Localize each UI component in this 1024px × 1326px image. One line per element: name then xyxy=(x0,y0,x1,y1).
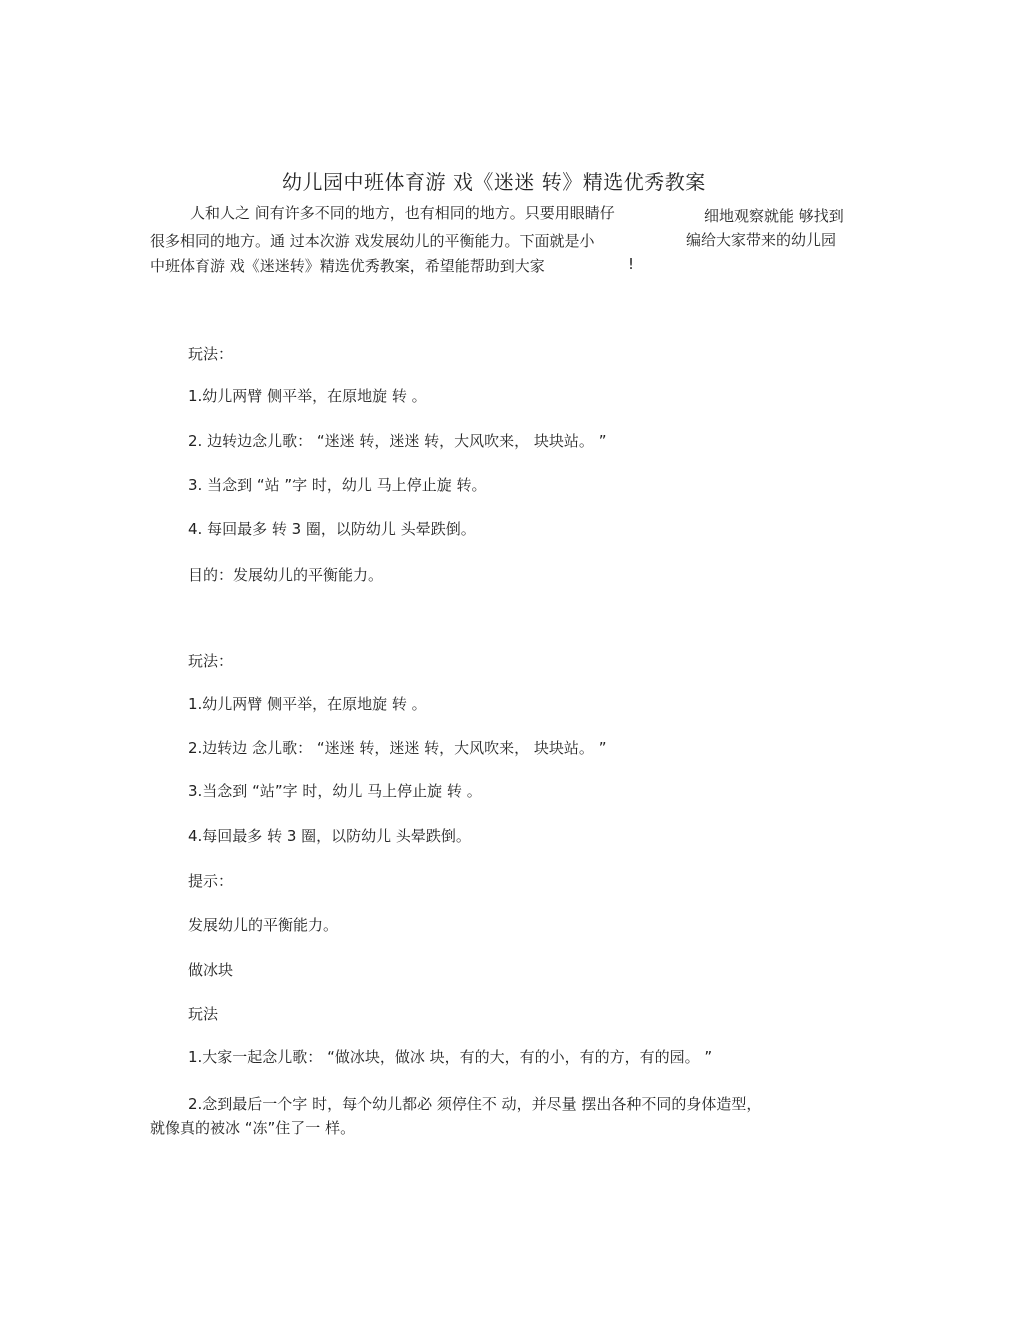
section2-heading: 玩法： xyxy=(188,652,234,670)
intro-line-2-right: 编给大家带来的幼儿园 xyxy=(686,231,837,249)
document-title: 幼儿园中班体育游 戏《迷迷 转》精选优秀教案 xyxy=(282,170,706,194)
section1-item-1: 1.幼儿两臂 侧平举，在原地旋 转 。 xyxy=(188,387,427,405)
section1-item-3: 3. 当念到 “站 ”字 时，幼儿 马上停止旋 转。 xyxy=(188,476,487,494)
section1-goal: 目的：发展幼儿的平衡能力。 xyxy=(188,566,384,584)
section3-item-2-line-2: 就像真的被冰 “冻”住了一 样。 xyxy=(150,1119,356,1137)
section3-game-title: 做冰块 xyxy=(188,961,234,979)
intro-line-1-left: 人和人之 间有许多不同的地方，也有相同的地方。只要用眼睛仔 xyxy=(190,204,615,222)
section3-item-1: 1.大家一起念儿歌： “做冰块，做冰 块，有的大，有的小，有的方，有的园。 ” xyxy=(188,1048,713,1066)
intro-line-3-left: 中班体育游 戏《迷迷转》精选优秀教案，希望能帮助到大家 xyxy=(150,257,545,275)
section3-heading: 玩法 xyxy=(188,1005,219,1023)
section2-item-3: 3.当念到 “站”字 时，幼儿 马上停止旋 转 。 xyxy=(188,782,482,800)
section2-tip-heading: 提示： xyxy=(188,872,234,890)
section1-item-2: 2. 边转边念儿歌： “迷迷 转，迷迷 转，大风吹来， 块块站。 ” xyxy=(188,432,607,450)
section2-item-1: 1.幼儿两臂 侧平举，在原地旋 转 。 xyxy=(188,695,427,713)
section3-item-2-line-1: 2.念到最后一个字 时，每个幼儿都必 须停住不 动，并尽量 摆出各种不同的身体造型， xyxy=(188,1095,762,1113)
section2-tip-text: 发展幼儿的平衡能力。 xyxy=(188,916,339,934)
section1-item-4: 4. 每回最多 转 3 圈，以防幼儿 头晕跌倒。 xyxy=(188,520,476,538)
intro-line-1-right: 细地观察就能 够找到 xyxy=(704,207,844,225)
section1-heading: 玩法： xyxy=(188,345,234,363)
section2-item-4: 4.每回最多 转 3 圈，以防幼儿 头晕跌倒。 xyxy=(188,827,471,845)
intro-line-2-left: 很多相同的地方。通 过本次游 戏发展幼儿的平衡能力。下面就是小 xyxy=(150,232,595,250)
section2-item-2: 2.边转边 念儿歌： “迷迷 转，迷迷 转，大风吹来， 块块站。 ” xyxy=(188,739,607,757)
intro-line-3-right: ! xyxy=(628,255,635,273)
